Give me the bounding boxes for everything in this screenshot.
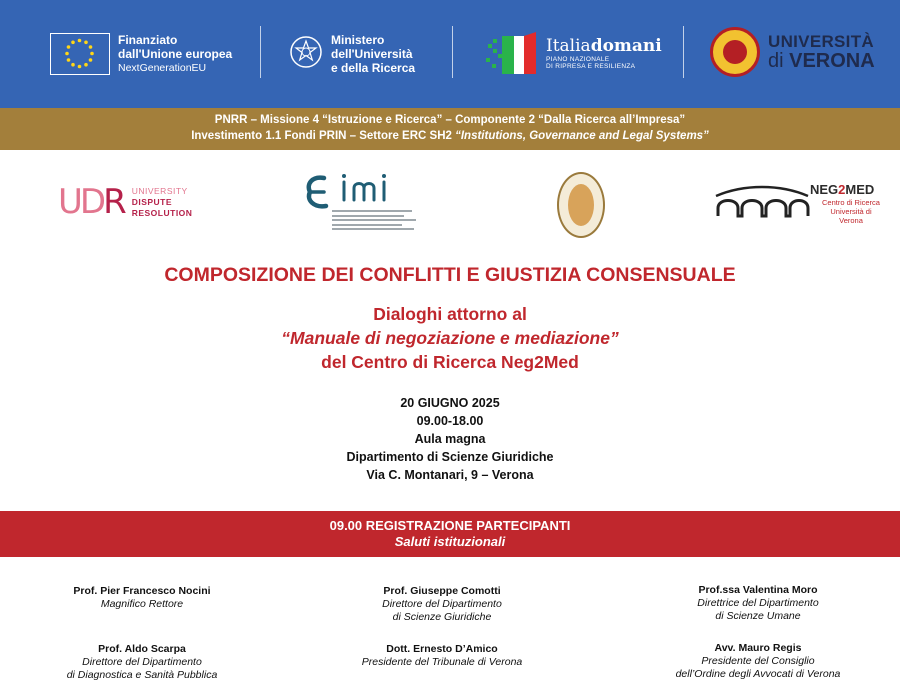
event-subtitle: [0, 302, 900, 374]
program-banner: [0, 108, 900, 150]
italiadomani-title: Italiadomani: [546, 36, 662, 56]
session-subtitle: Saluti istituzionali: [394, 534, 506, 549]
header-banner: [0, 0, 900, 108]
session-title: 09.00 REGISTRAZIONE PARTECIPANTI: [329, 518, 571, 533]
italia-flag-icon: [484, 30, 542, 76]
speaker-role: Magnifico Rettore: [100, 598, 184, 610]
neg2med-sub-2: Università di Verona: [830, 207, 872, 225]
speaker-name: Prof. Giuseppe Comotti: [383, 585, 501, 597]
udr-line-2: DISPUTE: [131, 196, 173, 207]
ministry-line-1: Ministero: [331, 33, 385, 47]
speaker-role: Direttore del Dipartimento: [82, 656, 202, 668]
speaker-card: [322, 642, 562, 669]
italiadomani-sub-2: DI RIPRESA E RESILIENZA: [546, 63, 636, 70]
udr-line-3: RESOLUTION: [131, 207, 193, 218]
subtitle-line-2: “Manuale di negoziazione e mediazione”: [281, 328, 619, 348]
speaker-role: di Diagnostica e Sanità Pubblica: [66, 669, 218, 681]
university-line-2: di VERONA: [768, 50, 875, 72]
aimi-logo: [302, 170, 422, 238]
event-title: COMPOSIZIONE DEI CONFLITTI E GIUSTIZIA CONSENSUALE: [164, 264, 736, 286]
program-line-1: PNRR – Missione 4 “Istruzione e Ricerca” – Componente 2 “Dalla Ricerca all’Impresa”: [214, 114, 686, 126]
speaker-role: dell’Ordine degli Avvocati di Verona: [675, 668, 841, 680]
italiadomani-sub-1: PIANO NAZIONALE: [546, 56, 610, 63]
speaker-card: [638, 583, 878, 623]
speaker-role: Presidente del Tribunale di Verona: [361, 656, 523, 668]
udr-mark: UDR: [58, 182, 124, 222]
speaker-role: Direttore del Dipartimento: [382, 598, 502, 610]
speaker-role: di Scienze Umane: [715, 610, 801, 622]
aimi-caption-lines: [332, 210, 420, 233]
speaker-name: Avv. Mauro Regis: [714, 642, 802, 654]
ministry-logo: [289, 33, 415, 75]
event-address: Via C. Montanari, 9 – Verona: [366, 468, 534, 482]
neg2med-title: NEG2MED: [810, 182, 875, 197]
event-details: [0, 394, 900, 484]
eu-line-2: dall'Unione europea: [118, 47, 233, 61]
program-line-2: Investimento 1.1 Fondi PRIN – Settore ERC SH2 “Institutions, Governance and Legal Systems”: [191, 130, 709, 142]
ministry-line-3: e della Ricerca: [331, 61, 416, 75]
eu-line-1: Finanziato: [118, 33, 178, 47]
subtitle-line-1: Dialoghi attorno al: [373, 304, 527, 324]
verona-bar-seal-icon: [557, 172, 605, 238]
bridge-icon: [714, 182, 810, 218]
ministry-line-2: dell'Università: [331, 47, 413, 61]
speaker-name: Dott. Ernesto D’Amico: [386, 643, 498, 655]
eu-funding-logo: [50, 33, 232, 75]
speaker-role: di Scienze Giuridiche: [392, 611, 492, 623]
eu-flag-icon: [50, 33, 110, 75]
aimi-mark-icon: [302, 170, 422, 214]
speaker-role: Presidente del Consiglio: [701, 655, 815, 667]
udr-logo: [58, 182, 192, 222]
university-verona-logo: [710, 27, 875, 77]
speaker-name: Prof.ssa Valentina Moro: [698, 584, 818, 596]
session-banner: [0, 511, 900, 557]
event-time: 09.00-18.00: [416, 414, 484, 428]
neg2med-logo: [714, 182, 884, 225]
italiadomani-logo: [484, 30, 662, 76]
italian-emblem-icon: [289, 33, 323, 71]
header-divider: [683, 26, 684, 78]
event-room: Aula magna: [414, 432, 486, 446]
header-divider: [452, 26, 453, 78]
speaker-card: [322, 584, 562, 624]
speaker-card: [22, 584, 262, 611]
event-date: 20 GIUGNO 2025: [400, 396, 500, 410]
speaker-name: Prof. Aldo Scarpa: [98, 643, 186, 655]
subtitle-line-3: del Centro di Ricerca Neg2Med: [321, 352, 579, 372]
eu-line-3: NextGenerationEU: [118, 62, 207, 74]
udr-line-1: UNIVERSITY: [131, 185, 188, 196]
university-line-1: UNIVERSITÀ: [768, 32, 874, 51]
event-department: Dipartimento di Scienze Giuridiche: [346, 450, 554, 464]
neg2med-sub-1: Centro di Ricerca: [822, 198, 880, 207]
speaker-card: [22, 642, 262, 682]
header-divider: [260, 26, 261, 78]
speaker-name: Prof. Pier Francesco Nocini: [73, 585, 211, 597]
speaker-role: Direttrice del Dipartimento: [697, 597, 819, 609]
university-seal-icon: [710, 27, 760, 77]
speaker-card: [638, 641, 878, 681]
